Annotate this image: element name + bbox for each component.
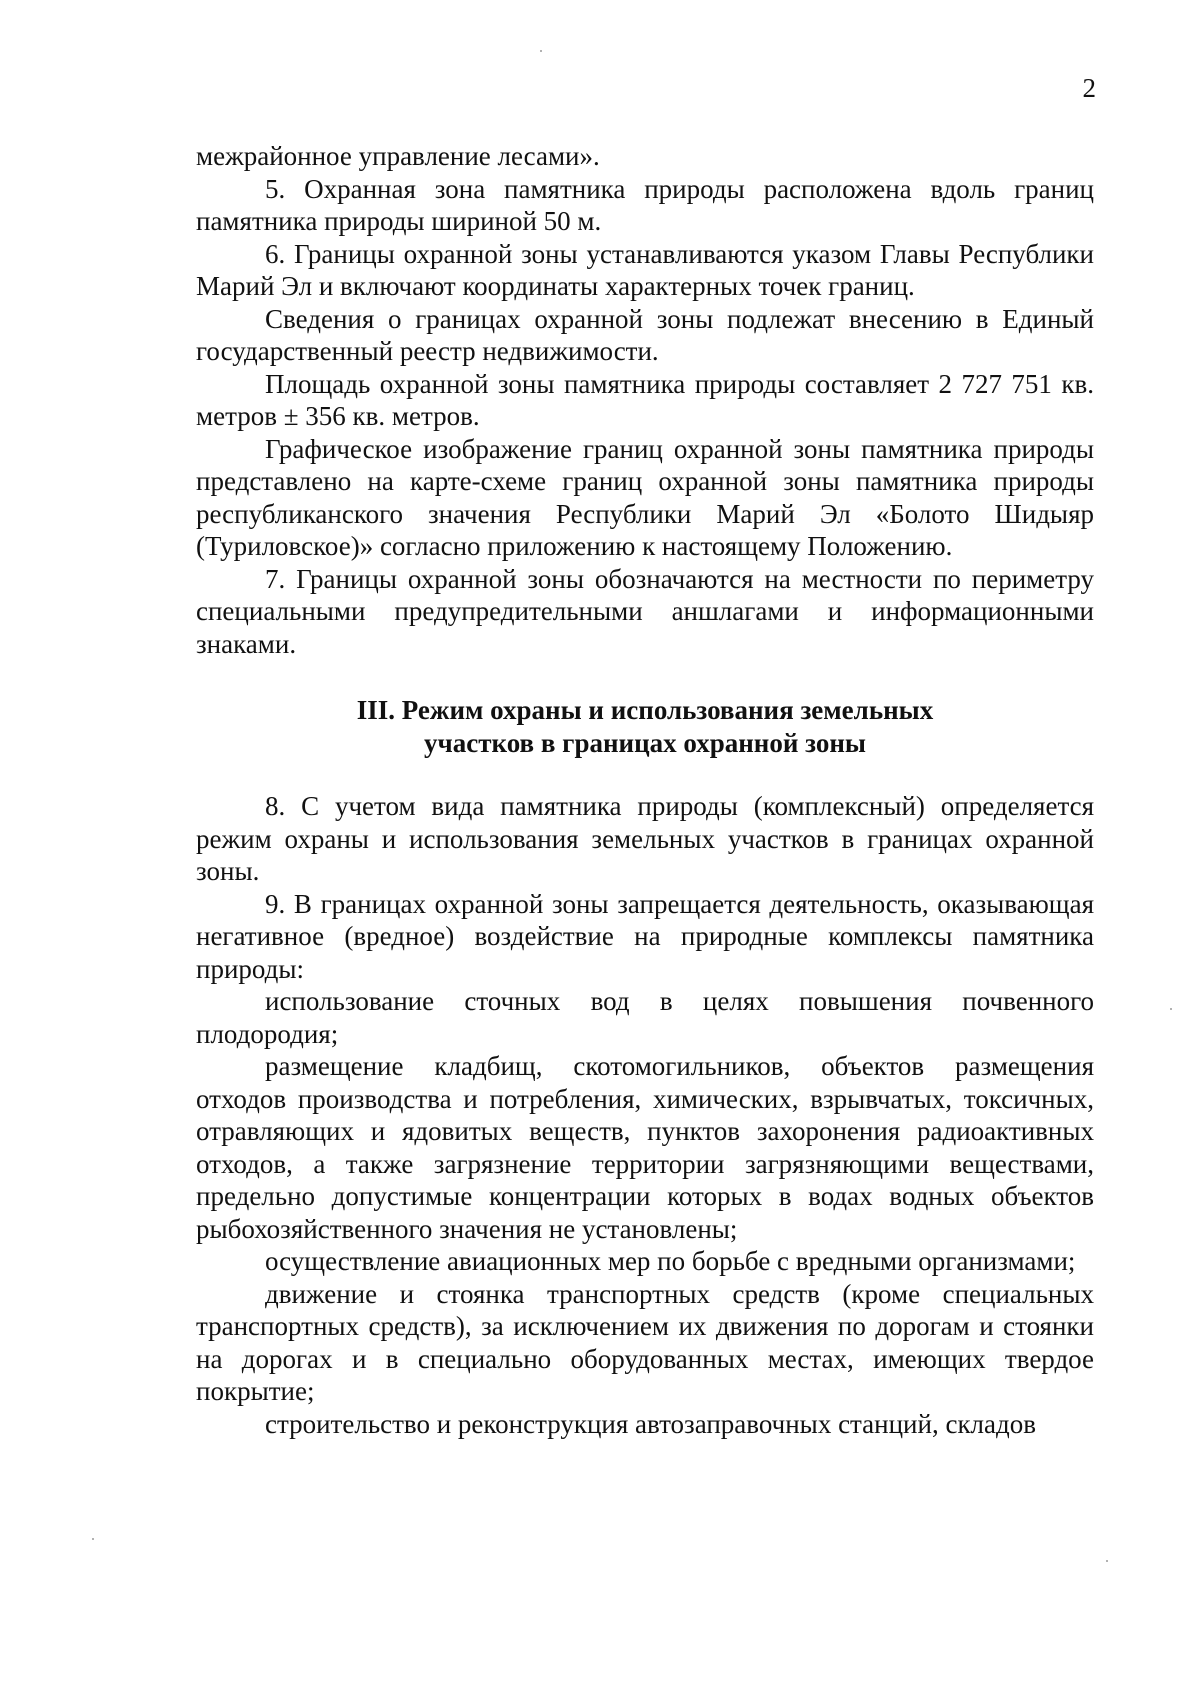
paragraph: 5. Охранная зона памятника природы расположена вдоль границ памятника природы шириной 50 м. bbox=[196, 173, 1094, 236]
scan-speck bbox=[92, 1538, 94, 1540]
section-heading-line-1: III. Режим охраны и использования земельных bbox=[356, 695, 934, 725]
paragraph: Графическое изображение границ охранной зоны памятника природы представлено на карте-схеме границ охранной зоны памятника природы республиканского значения Республики Марий Эл «Болото Шидыяр (Туриловское)» согласно приложению к настоящему Положению. bbox=[196, 433, 1094, 561]
paragraph: использование сточных вод в целях повышения почвенного плодородия; bbox=[196, 986, 1094, 1049]
section-ii-continuation bbox=[196, 140, 1094, 660]
paragraph: 7. Границы охранной зоны обозначаются на местности по периметру специальными предупредительными аншлагами и информационными знаками. bbox=[196, 563, 1094, 659]
section-iii-body bbox=[196, 790, 1094, 1440]
paragraph: Сведения о границах охранной зоны подлежат внесению в Единый государственный реестр недвижимости. bbox=[196, 303, 1094, 366]
scan-speck bbox=[1170, 1008, 1172, 1010]
paragraph: осуществление авиационных мер по борьбе с вредными организмами; bbox=[265, 1246, 1076, 1276]
paragraph: межрайонное управление лесами». bbox=[196, 141, 600, 171]
paragraph: 8. С учетом вида памятника природы (комплексный) определяется режим охраны и использования земельных участков в границах охранной зоны. bbox=[196, 791, 1094, 886]
paragraph: движение и стоянка транспортных средств (кроме специальных транспортных средств), за исключением их движения по дорогам и стоянки на дорогах и в специально оборудованных местах, имеющих твердое покрытие; bbox=[196, 1278, 1094, 1406]
scan-speck bbox=[1106, 1560, 1108, 1562]
scan-speck bbox=[540, 50, 542, 52]
section-heading-line-2: участков в границах охранной зоны bbox=[424, 728, 866, 758]
paragraph: строительство и реконструкция автозаправочных станций, складов bbox=[265, 1408, 1037, 1439]
paragraph: Площадь охранной зоны памятника природы составляет 2 727 751 кв. метров ± 356 кв. метров. bbox=[196, 368, 1094, 431]
paragraph: 9. В границах охранной зоны запрещается деятельность, оказывающая негативное (вредное) воздействие на природные комплексы памятника природы: bbox=[196, 888, 1094, 984]
paragraph: размещение кладбищ, скотомогильников, объектов размещения отходов производства и потребления, химических, взрывчатых, токсичных, отравляющих и ядовитых веществ, пунктов захоронения радиоактивных отходов, а также загрязнение территории загрязняющими веществами, предельно допустимые концентрации которых в водах водных объектов рыбохозяйственного значения не установлены; bbox=[196, 1051, 1094, 1244]
paragraph: 6. Границы охранной зоны устанавливаются указом Главы Республики Марий Эл и включают координаты характерных точек границ. bbox=[196, 238, 1094, 301]
section-heading bbox=[196, 694, 1094, 760]
document-body bbox=[196, 140, 1094, 1440]
page-number: 2 bbox=[1082, 73, 1096, 103]
